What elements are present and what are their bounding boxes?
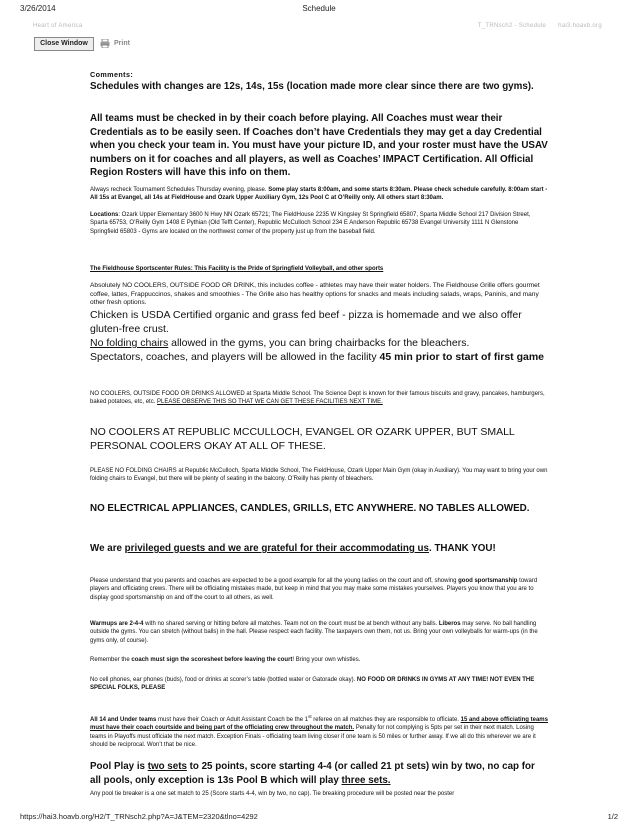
checkin-rules: All teams must be checked in by their coach before playing. All Coaches must wear their Credentials as to be easily seen. If Coaches don’t have Credentials they may get a day Credential when you check your team in. You must have your picture ID, and your roster must have the USAV numbers on it for coaches and all players, as well as Coaches’ IMPACT Certification. All Official Region Rosters will have this info on them. xyxy=(90,113,548,179)
nav-schedule-link[interactable]: T_TRNsch2 - Schedule xyxy=(477,23,547,29)
coach-c: ! Bring your own whistles. xyxy=(292,657,361,663)
pool-two-sets: two sets xyxy=(147,761,187,772)
sportsmanship-note xyxy=(90,577,548,602)
teams-b: must have their Coach or Adult Assistant Coach be the 1 xyxy=(156,717,309,723)
guests-note xyxy=(90,542,548,556)
fieldhouse-rules: Absolutely NO COOLERS, OUTSIDE FOOD OR DRINK, this includes coffee - athletes may have their water holders. The Fieldhouse Grille offers gourmet coffee, lattes, Frappuccinos, shakes and smoothies - The Grille also has healthy options for snacks and meals including salads, wraps, Paninis, and many other fresh options. xyxy=(90,282,540,307)
locations-text: : Ozark Upper Elementary 3600 N Hwy NN Ozark 65721; The FieldHouse 2235 W Kingsley St Springfield 65807, Sparta Middle School 217 Division Street, Sparta 65753, O’Reilly Gym 1408 E Pythian (Old Tefft Center), Republic McCulloch School 234 E Anderson Republic 65738 Evangel University 1111 N Glenstone Springfield 65803 - Gyms are located on the northwest corner of the property just up from the baseball field. xyxy=(90,212,531,235)
teams-sup: st xyxy=(308,714,312,719)
footer-url: https://hai3.hoavb.org/H2/T_TRNsch2.php?A=J&TEM=2320&tlno=4292 xyxy=(20,812,258,821)
pool-b: to 25 points, score starting 4-4 (or called 21 pt sets) win by two, no cap for all pools, only exception is 13s Pool B which will play xyxy=(90,761,535,786)
locations-label: Locations xyxy=(90,212,119,218)
comments-label: Comments: xyxy=(90,70,134,79)
fieldhouse-title: The Fieldhouse Sportscenter Rules: This Facility is the Pride of Springfield Volleyball, and other sports xyxy=(90,266,384,272)
spectators-time: 45 min prior to start of first game xyxy=(379,351,545,363)
warmups-c: Liberos xyxy=(438,621,461,627)
coach-a: Remember the xyxy=(90,657,132,663)
teams-a: All 14 and Under teams xyxy=(90,717,157,723)
coolers-note: NO COOLERS AT REPUBLIC MCCULLOCH, EVANGEL OR OZARK UPPER, BUT SMALL PERSONAL COOLERS OKAY AT ALL OF THESE. xyxy=(90,426,515,452)
chairs-note xyxy=(90,336,548,350)
schedule-note xyxy=(90,186,548,203)
guests-text-b: . THANK YOU! xyxy=(429,543,496,554)
understand-b: good sportsmanship xyxy=(458,578,518,584)
site-name[interactable]: Heart of America xyxy=(33,23,83,29)
phones-note xyxy=(90,676,548,693)
printer-icon xyxy=(100,39,110,48)
pool-three-sets: three sets. xyxy=(341,774,391,786)
close-window-button[interactable]: Close Window xyxy=(34,37,94,51)
warmups-note xyxy=(90,620,548,645)
sparta-rules xyxy=(90,390,548,407)
sparta-observe: PLEASE OBSERVE THIS SO THAT WE CAN GET THESE FACILITIES NEXT TIME. xyxy=(157,399,383,406)
teams-c: referee on all matches they are responsible to officiate. xyxy=(311,717,461,723)
phones-b: NO FOOD OR DRINKS IN GYMS AT ANY TIME! NOT EVEN THE SPECIAL FOLKS, PLEASE xyxy=(90,677,535,692)
understand-c: toward players and officiating crews. There will be officiating mistakes made, but keep in mind that you may make some mistakes yourselves. Players you know that you are to display good sportsmanship on and off the court to all others, as well. xyxy=(90,578,538,601)
guests-underlined: privileged guests and we are grateful for their accommodating us xyxy=(124,543,429,554)
guests-text-a: We are xyxy=(90,543,125,554)
locations-note xyxy=(90,211,548,236)
no-folding-chairs: No folding chairs xyxy=(90,337,169,349)
coach-b: coach must sign the scoresheet before leaving the court xyxy=(131,657,293,663)
folding-chairs-rules: PLEASE NO FOLDING CHAIRS at Republic McCulloch, Sparta Middle School, The FieldHouse, Ozark Upper Main Gym (okay in Auxiliary). You may want to bring your own folding chairs to Evangel, but there will be plenty of seating in the balcony. O’Reilly has plenty of bleachers. xyxy=(90,468,548,483)
print-button[interactable] xyxy=(100,39,130,48)
pool-play-note xyxy=(90,760,548,787)
nav-domain-link[interactable]: hai3.hoavb.org xyxy=(558,23,602,29)
spectators-note xyxy=(90,350,548,364)
print-label: Print xyxy=(114,40,130,47)
sparta-text: NO COOLERS, OUTSIDE FOOD OR DRINKS ALLOWED at Sparta Middle School. The Science Dept is known for their famous biscuits and gravy, pancakes, hamburgers, baked potatoes, etc, etc. xyxy=(90,391,545,406)
tiebreaker-note: Any pool tie breaker is a one set match to 25 (Score starts 4-4, win by two, no cap). Tie breaking procedure will be posted near the poster xyxy=(90,791,455,797)
warmups-d: may serve. No ball handling outside the gyms. You can stretch (without balls) in the hall. Please respect each facility. The taxpayers own them, not us. Bring your own volleyballs for warm-ups (in the gyms only, of course). xyxy=(90,621,538,644)
print-title: Schedule xyxy=(302,4,336,13)
officiating-note xyxy=(90,713,548,749)
spectators-text: Spectators, coaches, and players will be allowed in the facility xyxy=(90,351,380,363)
chicken-note: Chicken is USDA Certified organic and grass fed beef - pizza is homemade and we also offer gluten-free crust. xyxy=(90,309,522,335)
electrical-note: NO ELECTRICAL APPLIANCES, CANDLES, GRILLS, ETC ANYWHERE. NO TABLES ALLOWED. xyxy=(90,503,530,514)
warmups-a: Warmups are 2-4-4 xyxy=(90,621,144,627)
footer-page-number: 1/2 xyxy=(607,812,618,821)
print-date: 3/26/2014 xyxy=(20,4,56,13)
site-nav xyxy=(468,23,602,29)
recheck-text: Always recheck Tournament Schedules Thursday evening, please. xyxy=(90,187,269,193)
teams-d: 15 and above officiating teams must have their coach courtside and being part of the officiating crew throughout the match. xyxy=(90,717,548,732)
start-times-text: Some play starts 8:00am, and some starts 8:30am. Please check schedule carefully. 8:00am start - All 15s at Evangel, all 14s at FieldHouse and Ozark Upper Auxiliary Gym, 12s Pool C at O’Reilly only. All others start 8:30am. xyxy=(90,187,548,202)
changes-note: Schedules with changes are 12s, 14s, 15s (location made more clear since there are two gyms). xyxy=(90,81,534,92)
scoresheet-note xyxy=(90,656,548,664)
pool-a: Pool Play is xyxy=(90,761,148,772)
teams-e: Penalty for not complying is 5pts per set in their next match. Losing teams in Playoffs must officiate the next match. Exception Finals - officiating team living closer if one team is 50 miles or further away. If we all do this wherever we are it should be reciprocal. Won’t that be nice. xyxy=(90,725,536,748)
understand-a: Please understand that you parents and coaches are expected to be a good example for all the young ladies on the court and off, showing xyxy=(90,578,459,584)
chairs-note-rest: allowed in the gyms, you can bring chairbacks for the bleachers. xyxy=(168,337,470,349)
warmups-b: with no shared serving or hitting before all matches. Team not on the court must be at bench without any balls. xyxy=(143,621,439,627)
phones-a: No cell phones, ear phones (buds), food or drinks at scorer’s table (bottled water or Gatorade okay). xyxy=(90,677,357,683)
